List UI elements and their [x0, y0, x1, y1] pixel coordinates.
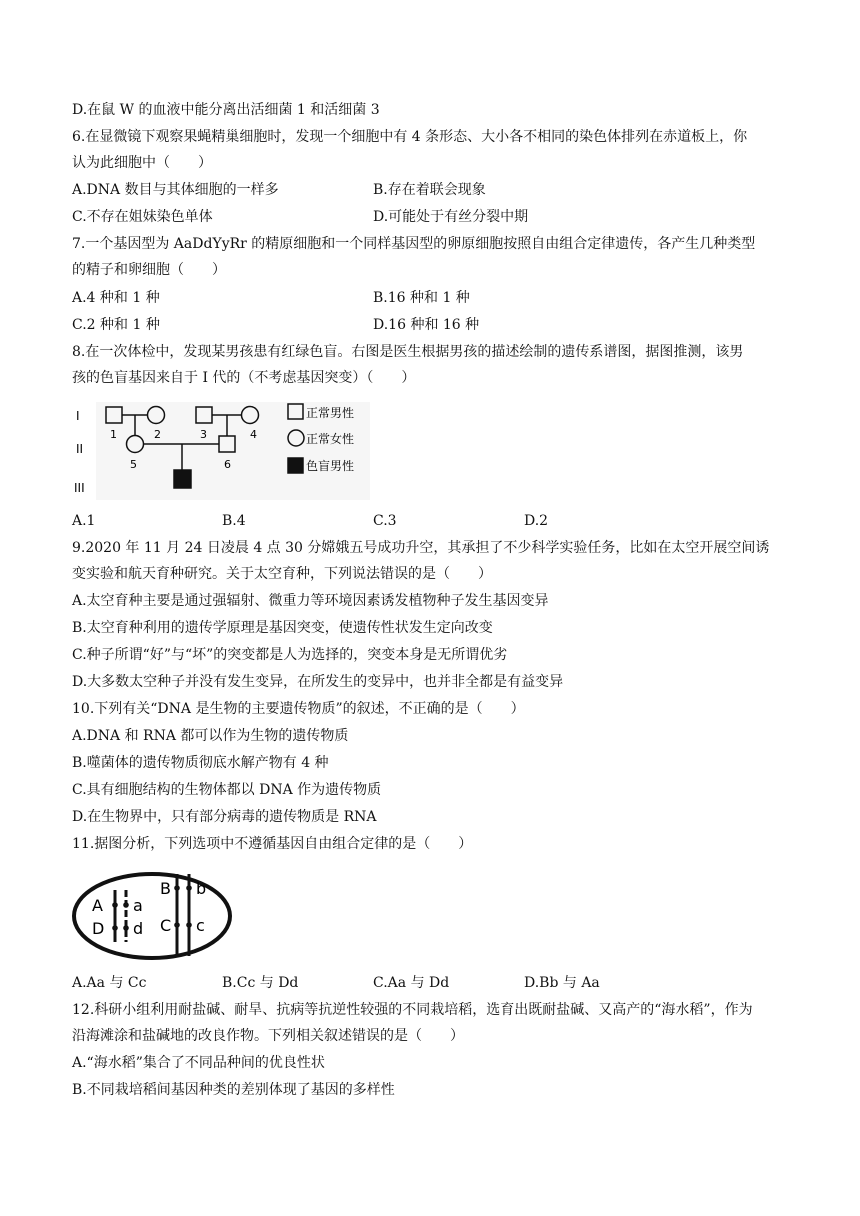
allele-label-C: C	[160, 916, 172, 935]
q10-option-b: B.噬菌体的遗传物质彻底水解产物有 4 种	[72, 755, 329, 771]
affected-male-symbol	[174, 470, 191, 488]
q8-option-c: C.3	[373, 513, 397, 529]
q10-option-d: D.在生物界中，只有部分病毒的遗传物质是 RNA	[72, 809, 377, 825]
q7-option-c: C.2 种和 1 种	[72, 317, 160, 333]
locus-dot-d	[123, 925, 129, 931]
allele-label-d: d	[133, 919, 144, 938]
legend-male-label: 正常男性	[306, 406, 355, 420]
allele-label-A: A	[92, 896, 103, 915]
locus-dot-A	[112, 902, 118, 908]
individual-number-5: 5	[130, 458, 137, 471]
q5-option-d: D.在鼠 W 的血液中能分离出活细菌 1 和活细菌 3	[72, 102, 380, 118]
individual-number-6: 6	[224, 458, 231, 471]
individual-number-1: 1	[110, 428, 117, 441]
q9-stem-line2: 变实验和航天育种研究。关于太空育种，下列说法错误的是（ ）	[72, 566, 492, 582]
locus-dot-c	[186, 922, 192, 928]
allele-label-D: D	[92, 919, 105, 938]
legend-affected-label: 色盲男性	[306, 459, 355, 473]
q9-option-c: C.种子所谓“好”与“坏”的突变都是人为选择的，突变本身是无所谓优劣	[72, 647, 508, 663]
q12-stem-line1: 12.科研小组利用耐盐碱、耐旱、抗病等抗逆性较强的不同栽培稻，选育出既耐盐碱、又高产的“海水稻”，作为	[72, 1002, 753, 1018]
allele-label-B: B	[160, 879, 171, 898]
q6-option-b: B.存在着联会现象	[373, 182, 486, 198]
individual-number-4: 4	[250, 428, 257, 441]
q9-option-a: A.太空育种主要是通过强辐射、微重力等环境因素诱发植物种子发生基因变异	[72, 593, 549, 609]
q7-stem-line2: 的精子和卵细胞（ ）	[72, 262, 226, 278]
q9-option-b: B.太空育种利用的遗传学原理是基因突变，使遗传性状发生定向改变	[72, 620, 493, 636]
q10-option-a: A.DNA 和 RNA 都可以作为生物的遗传物质	[72, 728, 349, 744]
q6-option-d: D.可能处于有丝分裂中期	[373, 209, 529, 225]
allele-label-a: a	[133, 896, 143, 915]
q11-option-d: D.Bb 与 Aa	[524, 975, 600, 991]
gen-label-3: III	[74, 481, 85, 495]
q7-option-b: B.16 种和 1 种	[373, 290, 470, 306]
q10-stem: 10.下列有关“DNA 是生物的主要遗传物质”的叙述，不正确的是（ ）	[72, 701, 525, 717]
individual-number-3: 3	[200, 428, 207, 441]
q8-option-d: D.2	[524, 513, 549, 529]
locus-dot-a	[123, 902, 129, 908]
cell-outline	[74, 874, 230, 958]
q12-stem-line2: 沿海滩涂和盐碱地的改良作物。下列相关叙述错误的是（ ）	[72, 1028, 464, 1044]
q6-stem-line1: 6.在显微镜下观察果蝇精巢细胞时，发现一个细胞中有 4 条形态、大小各不相同的染色体排列在赤道板上，你	[72, 129, 748, 145]
locus-dot-D	[112, 925, 118, 931]
q8-option-b: B.4	[222, 513, 246, 529]
q10-option-c: C.具有细胞结构的生物体都以 DNA 作为遗传物质	[72, 782, 382, 798]
q6-option-c: C.不存在姐妹染色单体	[72, 209, 213, 225]
q12-option-b: B.不同栽培稻间基因种类的差别体现了基因的多样性	[72, 1082, 395, 1098]
q7-stem-line1: 7.一个基因型为 AaDdYyRr 的精原细胞和一个同样基因型的卵原细胞按照自由组合定律遗传，各产生几种类型	[72, 236, 756, 252]
q7-option-a: A.4 种和 1 种	[72, 290, 160, 306]
q11-option-c: C.Aa 与 Dd	[373, 975, 450, 991]
gen-label-2: II	[76, 442, 84, 456]
gen-label-1: I	[76, 409, 80, 423]
q8-option-a: A.1	[72, 513, 96, 529]
q11-option-b: B.Cc 与 Dd	[222, 975, 299, 991]
q7-option-d: D.16 种和 16 种	[373, 317, 480, 333]
legend-female-label: 正常女性	[306, 432, 355, 446]
q11-stem: 11.据图分析，下列选项中不遵循基因自由组合定律的是（ ）	[72, 836, 473, 852]
q8-stem-line2: 孩的色盲基因来自于 I 代的（不考虑基因突变）（ ）	[72, 370, 416, 386]
locus-dot-C	[174, 922, 180, 928]
q9-option-d: D.大多数太空种子并没有发生变异，在所发生的变异中，也并非全都是有益变异	[72, 674, 564, 690]
q9-stem-line1: 9.2020 年 11 月 24 日凌晨 4 点 30 分嫦娥五号成功升空，其承担了不少科学实验任务，比如在太空开展空间诱	[72, 540, 770, 556]
locus-dot-b	[186, 885, 192, 891]
legend-affected-icon	[288, 458, 303, 473]
chromosome-cell-figure	[70, 868, 240, 964]
q6-option-a: A.DNA 数目与其体细胞的一样多	[72, 182, 279, 198]
allele-label-b: b	[196, 879, 207, 898]
q11-option-a: A.Aa 与 Cc	[72, 975, 147, 991]
allele-label-c: c	[196, 916, 205, 935]
locus-dot-B	[174, 885, 180, 891]
q12-option-a: A.“海水稻”集合了不同品种间的优良性状	[72, 1055, 325, 1071]
q6-stem-line2: 认为此细胞中（ ）	[72, 155, 212, 171]
pedigree-figure	[70, 398, 370, 502]
q8-stem-line1: 8.在一次体检中，发现某男孩患有红绿色盲。右图是医生根据男孩的描述绘制的遗传系谱图，据图推测，该男	[72, 344, 744, 360]
individual-number-2: 2	[154, 428, 161, 441]
